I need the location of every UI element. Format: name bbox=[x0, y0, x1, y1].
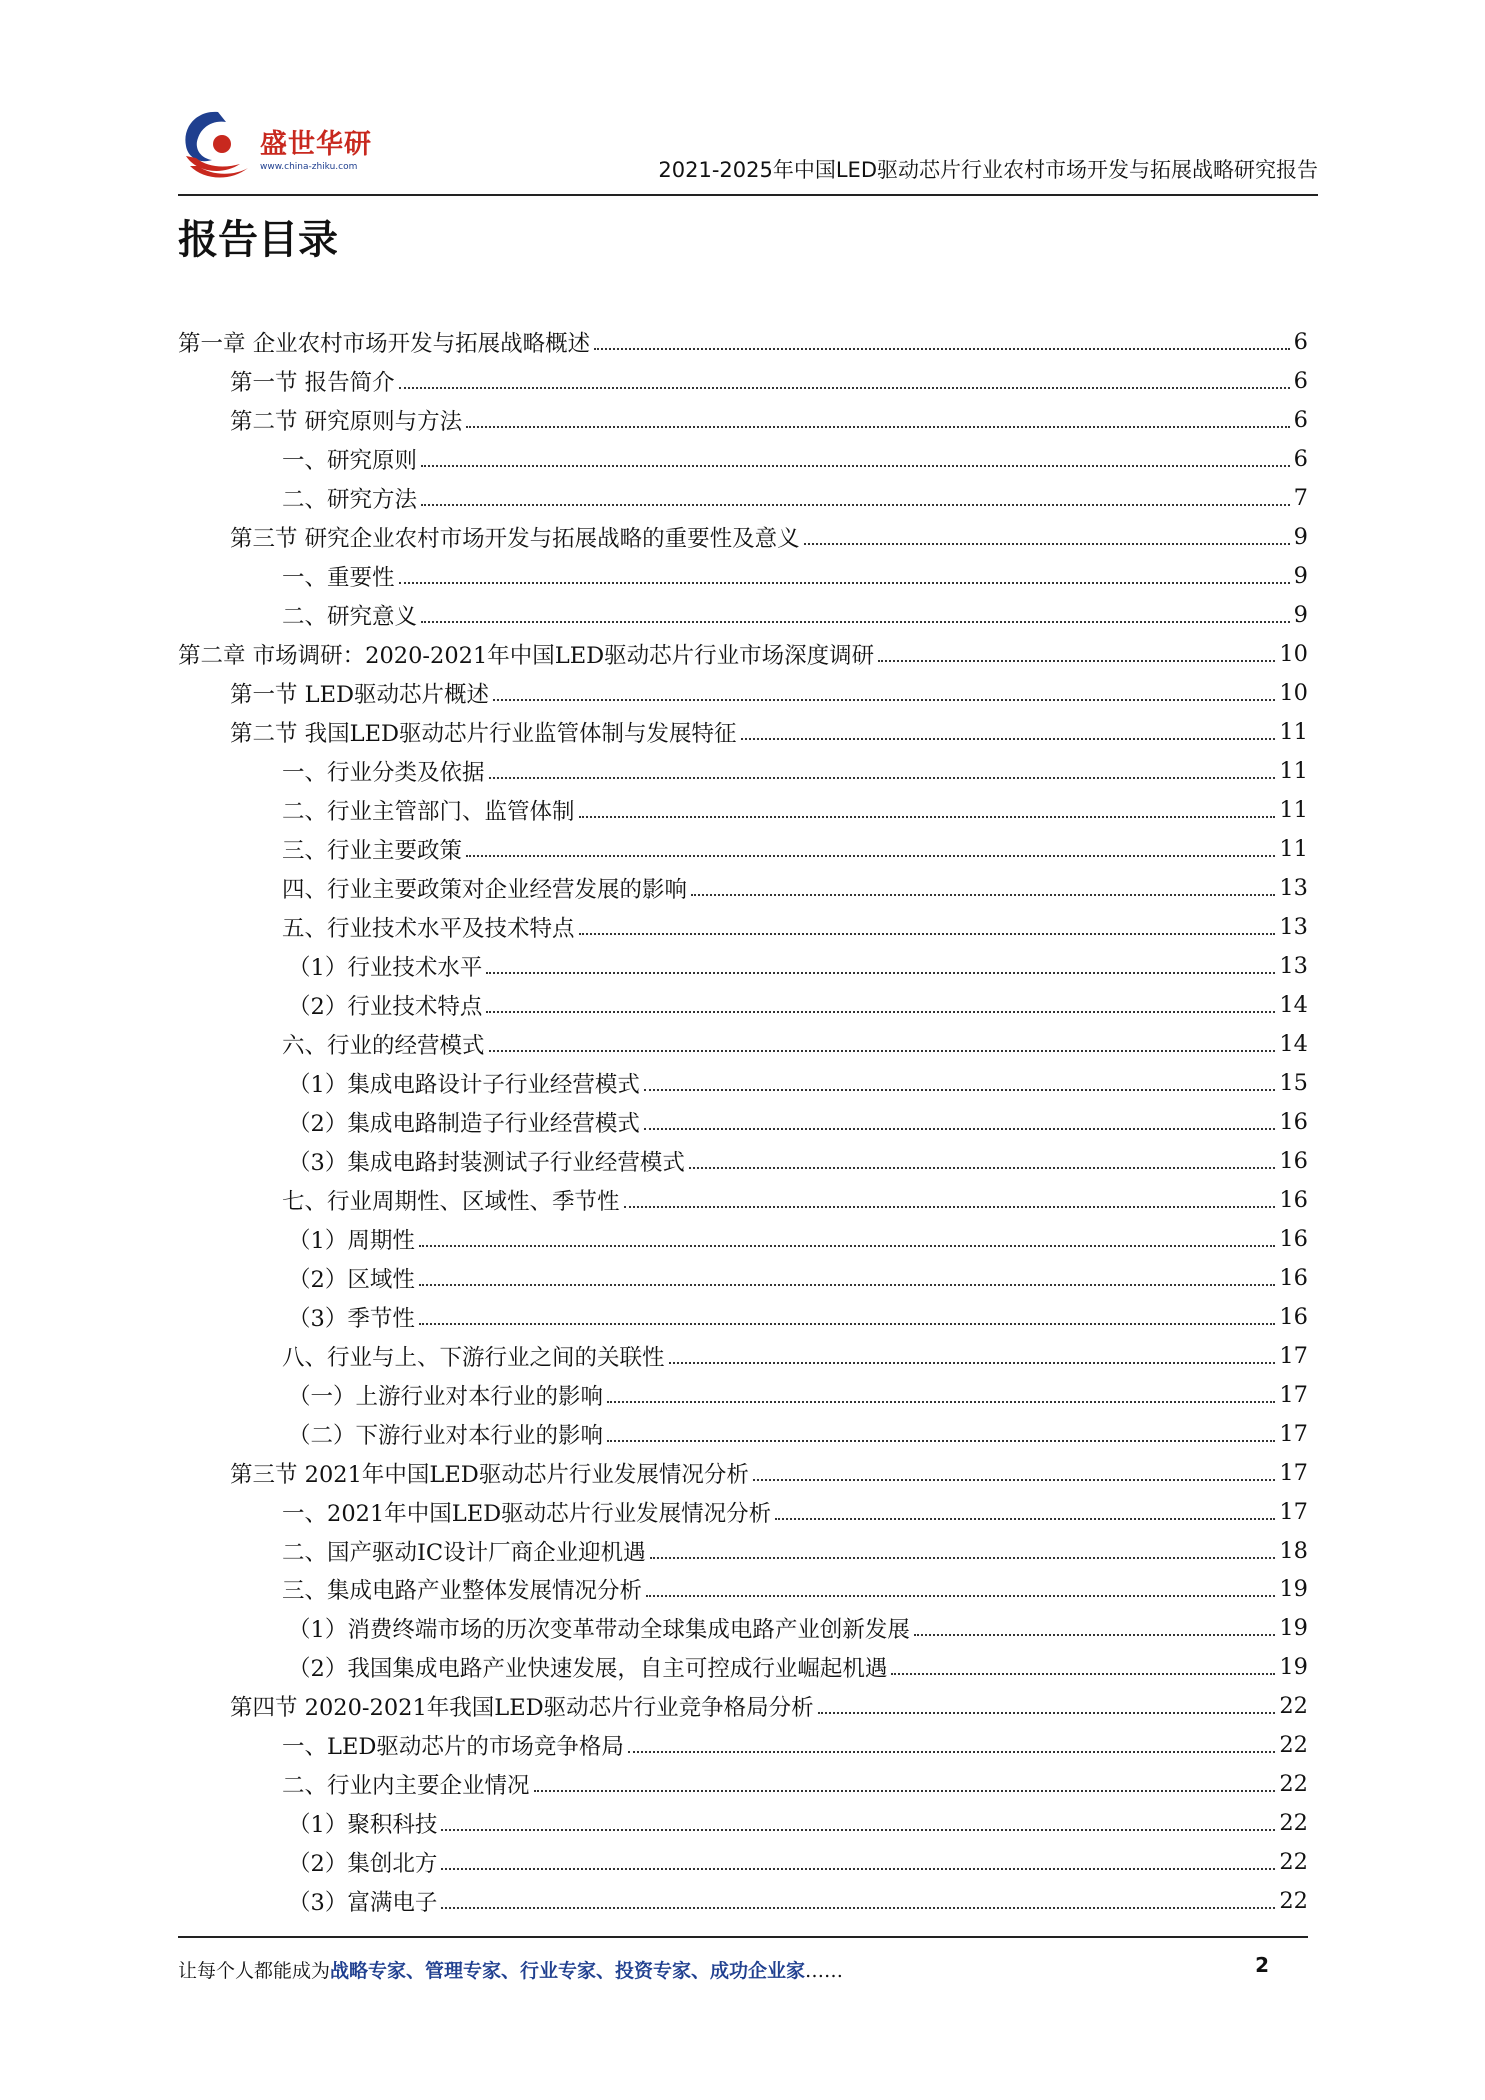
toc-entry[interactable] bbox=[178, 1765, 1308, 1804]
toc-entry[interactable] bbox=[178, 1063, 1308, 1102]
toc-entry-title: 七、行业周期性、区域性、季节性 bbox=[282, 1188, 620, 1215]
toc-entry[interactable] bbox=[178, 362, 1308, 401]
logo-url: www.china-zhiku.com bbox=[260, 162, 358, 172]
toc-entry-page: 17 bbox=[1279, 1420, 1308, 1447]
toc-dot-leader bbox=[775, 1518, 1275, 1520]
toc-dot-leader bbox=[399, 582, 1290, 584]
toc-dot-leader bbox=[914, 1634, 1276, 1636]
toc-entry-title: 五、行业技术水平及技术特点 bbox=[282, 916, 575, 943]
toc-entry-page: 9 bbox=[1293, 602, 1308, 629]
toc-entry-page: 11 bbox=[1279, 797, 1308, 824]
toc-entry[interactable] bbox=[178, 479, 1308, 518]
toc-entry[interactable] bbox=[178, 1219, 1308, 1258]
toc-entry-title: 八、行业与上、下游行业之间的关联性 bbox=[282, 1344, 665, 1371]
toc-dot-leader bbox=[441, 1868, 1275, 1870]
toc-entry-title: 第三节 研究企业农村市场开发与拓展战略的重要性及意义 bbox=[230, 526, 800, 553]
toc-entry-title: 二、国产驱动IC设计厂商企业迎机遇 bbox=[282, 1539, 646, 1566]
toc-entry-page: 11 bbox=[1279, 758, 1308, 785]
toc-entry-page: 15 bbox=[1279, 1069, 1308, 1096]
toc-dot-leader bbox=[594, 348, 1290, 350]
page-number: 2 bbox=[1255, 1953, 1269, 1977]
toc-entry[interactable] bbox=[178, 557, 1308, 596]
toc-entry-page: 6 bbox=[1293, 407, 1308, 434]
report-title: 2021-2025年中国LED驱动芯片行业农村市场开发与拓展战略研究报告 bbox=[658, 158, 1318, 182]
toc-entry-title: 二、行业主管部门、监管体制 bbox=[282, 799, 575, 826]
toc-entry-title: （2）我国集成电路产业快速发展，自主可控成行业崛起机遇 bbox=[288, 1656, 888, 1683]
toc-dot-leader bbox=[441, 1829, 1275, 1831]
page-title: 报告目录 bbox=[178, 217, 338, 263]
toc-entry[interactable] bbox=[178, 1648, 1308, 1687]
toc-dot-leader bbox=[486, 972, 1275, 974]
toc-entry[interactable] bbox=[178, 752, 1308, 791]
toc-entry-title: （一）上游行业对本行业的影响 bbox=[288, 1383, 604, 1410]
toc-entry-title: 第一节 LED驱动芯片概述 bbox=[230, 682, 490, 709]
toc-dot-leader bbox=[466, 426, 1290, 428]
toc-entry[interactable] bbox=[178, 518, 1308, 557]
toc-dot-leader bbox=[891, 1673, 1275, 1675]
toc-entry-title: 一、行业分类及依据 bbox=[282, 760, 485, 787]
toc-entry[interactable] bbox=[178, 713, 1308, 752]
slogan-highlight: 战略专家、管理专家、行业专家、投资专家、成功企业家 bbox=[330, 1960, 806, 1982]
toc-entry-title: （2）区域性 bbox=[288, 1266, 415, 1293]
toc-entry[interactable] bbox=[178, 1180, 1308, 1219]
toc-entry-page: 17 bbox=[1279, 1459, 1308, 1486]
toc-entry-page: 22 bbox=[1279, 1693, 1308, 1720]
toc-entry-page: 11 bbox=[1279, 719, 1308, 746]
toc-entry-title: 第二节 研究原则与方法 bbox=[230, 409, 463, 436]
toc-entry-page: 16 bbox=[1279, 1186, 1308, 1213]
toc-entry[interactable] bbox=[178, 1843, 1308, 1882]
toc-entry[interactable] bbox=[178, 1609, 1308, 1648]
toc-entry[interactable] bbox=[178, 1804, 1308, 1843]
toc-entry-page: 16 bbox=[1279, 1147, 1308, 1174]
toc-entry[interactable] bbox=[178, 1336, 1308, 1375]
toc-entry-title: （1）聚积科技 bbox=[288, 1812, 438, 1839]
toc-entry-title: （2）行业技术特点 bbox=[288, 993, 483, 1020]
toc-entry-page: 16 bbox=[1279, 1225, 1308, 1252]
toc-entry-page: 14 bbox=[1279, 1030, 1308, 1057]
slogan-suffix: …… bbox=[805, 1960, 844, 1982]
toc-entry[interactable] bbox=[178, 674, 1308, 713]
toc-entry-title: 二、研究意义 bbox=[282, 604, 418, 631]
toc-entry[interactable] bbox=[178, 1882, 1308, 1921]
toc-dot-leader bbox=[534, 1790, 1276, 1792]
toc-dot-leader bbox=[399, 387, 1290, 389]
logo-name: 盛世华研 bbox=[260, 129, 372, 160]
table-of-contents bbox=[178, 323, 1308, 1921]
toc-entry[interactable] bbox=[178, 947, 1308, 986]
toc-entry-page: 6 bbox=[1293, 368, 1308, 395]
toc-entry-page: 22 bbox=[1279, 1771, 1308, 1798]
toc-entry-title: （1）周期性 bbox=[288, 1227, 415, 1254]
toc-entry[interactable] bbox=[178, 1492, 1308, 1531]
toc-entry-page: 16 bbox=[1279, 1264, 1308, 1291]
toc-entry-title: 二、研究方法 bbox=[282, 487, 418, 514]
company-logo bbox=[178, 100, 388, 190]
toc-dot-leader bbox=[689, 1167, 1276, 1169]
toc-entry-title: 一、LED驱动芯片的市场竞争格局 bbox=[282, 1734, 624, 1761]
toc-entry[interactable] bbox=[178, 1141, 1308, 1180]
slogan-prefix: 让每个人都能成为 bbox=[178, 1960, 331, 1982]
toc-dot-leader bbox=[628, 1751, 1275, 1753]
toc-dot-leader bbox=[691, 894, 1275, 896]
toc-entry-title: 第三节 2021年中国LED驱动芯片行业发展情况分析 bbox=[230, 1461, 749, 1488]
toc-dot-leader bbox=[669, 1362, 1276, 1364]
toc-entry[interactable] bbox=[178, 1687, 1308, 1726]
toc-entry-title: 一、研究原则 bbox=[282, 448, 418, 475]
toc-entry-title: （1）集成电路设计子行业经营模式 bbox=[288, 1071, 640, 1098]
toc-dot-leader bbox=[421, 465, 1290, 467]
toc-entry[interactable] bbox=[178, 401, 1308, 440]
toc-entry[interactable] bbox=[178, 1024, 1308, 1063]
toc-dot-leader bbox=[607, 1440, 1275, 1442]
toc-entry-title: 第二章 市场调研：2020-2021年中国LED驱动芯片行业市场深度调研 bbox=[178, 643, 875, 670]
toc-entry[interactable] bbox=[178, 1258, 1308, 1297]
toc-dot-leader bbox=[419, 1323, 1276, 1325]
toc-dot-leader bbox=[466, 855, 1275, 857]
toc-entry[interactable] bbox=[178, 791, 1308, 830]
toc-entry[interactable] bbox=[178, 908, 1308, 947]
toc-dot-leader bbox=[441, 1907, 1275, 1909]
toc-dot-leader bbox=[489, 1050, 1276, 1052]
toc-entry-title: （二）下游行业对本行业的影响 bbox=[288, 1422, 604, 1449]
toc-entry-page: 6 bbox=[1293, 446, 1308, 473]
toc-entry-title: （3）季节性 bbox=[288, 1305, 415, 1332]
toc-entry-page: 9 bbox=[1293, 563, 1308, 590]
toc-dot-leader bbox=[650, 1557, 1276, 1559]
page-header bbox=[178, 100, 1318, 196]
toc-dot-leader bbox=[489, 777, 1276, 779]
toc-entry-page: 17 bbox=[1279, 1498, 1308, 1525]
toc-entry[interactable] bbox=[178, 830, 1308, 869]
toc-entry-title: 二、行业内主要企业情况 bbox=[282, 1773, 530, 1800]
toc-entry-page: 22 bbox=[1279, 1810, 1308, 1837]
toc-dot-leader bbox=[607, 1401, 1275, 1403]
toc-entry-title: 第二节 我国LED驱动芯片行业监管体制与发展特征 bbox=[230, 721, 737, 748]
toc-entry-title: 第一节 报告简介 bbox=[230, 370, 395, 397]
toc-entry-title: （2）集成电路制造子行业经营模式 bbox=[288, 1110, 640, 1137]
toc-entry[interactable] bbox=[178, 1375, 1308, 1414]
toc-entry-title: （1）消费终端市场的历次变革带动全球集成电路产业创新发展 bbox=[288, 1617, 910, 1644]
toc-dot-leader bbox=[644, 1089, 1276, 1091]
toc-entry[interactable] bbox=[178, 1531, 1308, 1570]
toc-entry-page: 17 bbox=[1279, 1381, 1308, 1408]
toc-dot-leader bbox=[804, 543, 1290, 545]
toc-entry-page: 17 bbox=[1279, 1342, 1308, 1369]
toc-entry-page: 19 bbox=[1279, 1654, 1308, 1681]
toc-dot-leader bbox=[421, 504, 1290, 506]
toc-entry-page: 10 bbox=[1279, 641, 1308, 668]
toc-entry-page: 19 bbox=[1279, 1576, 1308, 1603]
footer-slogan bbox=[178, 1956, 843, 1983]
toc-entry-title: （1）行业技术水平 bbox=[288, 954, 483, 981]
toc-dot-leader bbox=[644, 1128, 1276, 1130]
toc-entry-page: 18 bbox=[1279, 1537, 1308, 1564]
toc-dot-leader bbox=[624, 1206, 1276, 1208]
toc-entry-page: 16 bbox=[1279, 1303, 1308, 1330]
toc-entry-page: 14 bbox=[1279, 991, 1308, 1018]
toc-entry-page: 22 bbox=[1279, 1888, 1308, 1915]
toc-entry-page: 19 bbox=[1279, 1615, 1308, 1642]
toc-entry[interactable] bbox=[178, 596, 1308, 635]
toc-entry-title: 三、集成电路产业整体发展情况分析 bbox=[282, 1578, 643, 1605]
toc-entry-page: 7 bbox=[1293, 485, 1308, 512]
toc-entry[interactable] bbox=[178, 440, 1308, 479]
toc-entry-page: 22 bbox=[1279, 1732, 1308, 1759]
toc-entry-title: 一、2021年中国LED驱动芯片行业发展情况分析 bbox=[282, 1500, 772, 1527]
toc-entry-title: 四、行业主要政策对企业经营发展的影响 bbox=[282, 877, 688, 904]
toc-entry-title: 一、重要性 bbox=[282, 565, 395, 592]
toc-dot-leader bbox=[419, 1245, 1276, 1247]
toc-entry-page: 11 bbox=[1279, 836, 1308, 863]
toc-entry-title: （3）富满电子 bbox=[288, 1890, 438, 1917]
footer-divider bbox=[178, 1936, 1308, 1938]
toc-entry-page: 13 bbox=[1279, 914, 1308, 941]
toc-entry[interactable] bbox=[178, 869, 1308, 908]
toc-entry-page: 10 bbox=[1279, 680, 1308, 707]
toc-entry-title: 第四节 2020-2021年我国LED驱动芯片行业竞争格局分析 bbox=[230, 1695, 814, 1722]
toc-entry[interactable] bbox=[178, 1414, 1308, 1453]
toc-dot-leader bbox=[421, 621, 1290, 623]
toc-entry[interactable] bbox=[178, 1297, 1308, 1336]
toc-dot-leader bbox=[741, 738, 1276, 740]
toc-entry-page: 16 bbox=[1279, 1108, 1308, 1135]
toc-entry-page: 22 bbox=[1279, 1849, 1308, 1876]
toc-entry[interactable] bbox=[178, 1570, 1308, 1609]
toc-entry-page: 13 bbox=[1279, 952, 1308, 979]
toc-entry[interactable] bbox=[178, 635, 1308, 674]
logo-emblem-icon bbox=[178, 106, 256, 186]
toc-entry-page: 9 bbox=[1293, 524, 1308, 551]
toc-entry-title: 三、行业主要政策 bbox=[282, 838, 463, 865]
toc-dot-leader bbox=[579, 816, 1276, 818]
toc-entry-title: 六、行业的经营模式 bbox=[282, 1032, 485, 1059]
toc-entry-page: 6 bbox=[1293, 329, 1308, 356]
toc-entry[interactable] bbox=[178, 323, 1308, 362]
toc-entry-title: （3）集成电路封装测试子行业经营模式 bbox=[288, 1149, 685, 1176]
toc-dot-leader bbox=[486, 1011, 1275, 1013]
toc-dot-leader bbox=[493, 699, 1275, 701]
toc-dot-leader bbox=[646, 1595, 1275, 1597]
toc-dot-leader bbox=[753, 1479, 1276, 1481]
toc-entry[interactable] bbox=[178, 1102, 1308, 1141]
toc-entry[interactable] bbox=[178, 1726, 1308, 1765]
toc-dot-leader bbox=[878, 660, 1275, 662]
toc-entry-title: （2）集创北方 bbox=[288, 1851, 438, 1878]
toc-entry-title: 第一章 企业农村市场开发与拓展战略概述 bbox=[178, 331, 591, 358]
toc-dot-leader bbox=[419, 1284, 1276, 1286]
toc-dot-leader bbox=[818, 1712, 1276, 1714]
toc-entry[interactable] bbox=[178, 1453, 1308, 1492]
header-divider bbox=[178, 194, 1318, 196]
toc-dot-leader bbox=[579, 933, 1276, 935]
toc-entry-page: 13 bbox=[1279, 875, 1308, 902]
toc-entry[interactable] bbox=[178, 985, 1308, 1024]
